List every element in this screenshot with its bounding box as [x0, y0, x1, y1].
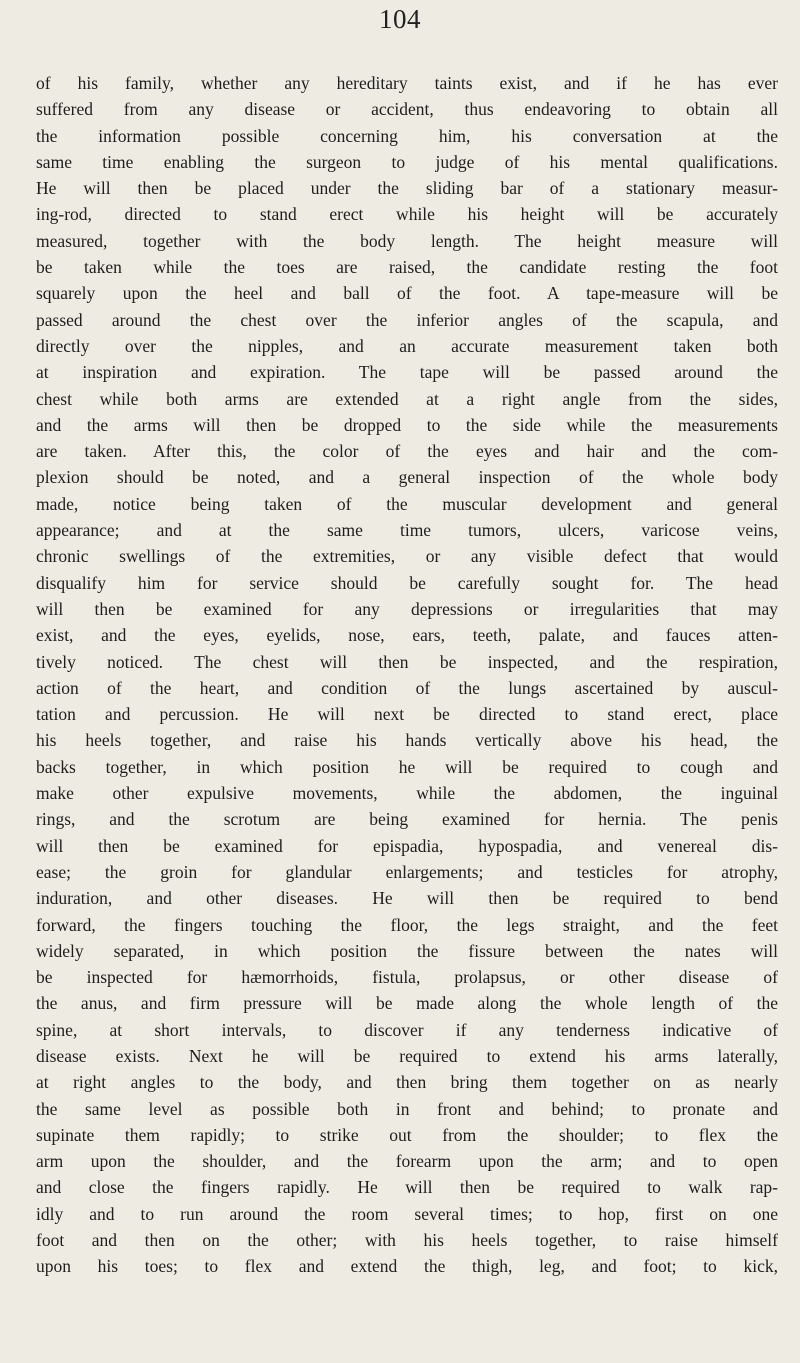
text-line: forward, the fingers touching the floor, the legs straight, and the feet [36, 914, 778, 935]
text-line: same time enabling the surgeon to judge of his mental qualifications. [36, 151, 778, 172]
text-line: plexion should be noted, and a general inspection of the whole body [36, 467, 778, 488]
text-line: ease; the groin for glandular enlargements; and testicles for atrophy, [36, 861, 778, 882]
text-line: disqualify him for service should be carefully sought for. The head [36, 572, 778, 593]
text-line: will then be examined for epispadia, hypospadia, and venereal dis- [36, 835, 778, 856]
text-line: measured, together with the body length. The height measure will [36, 230, 778, 251]
text-line: the same level as possible both in front and behind; to pronate and [36, 1098, 778, 1119]
text-line: squarely upon the heel and ball of the foot. A tape-measure will be [36, 283, 778, 304]
text-line: tively noticed. The chest will then be inspected, and the respiration, [36, 651, 778, 672]
text-line: disease exists. Next he will be required to extend his arms laterally, [36, 1045, 778, 1066]
text-line: suffered from any disease or accident, thus endeavoring to obtain all [36, 99, 778, 120]
text-line: He will then be placed under the sliding bar of a stationary measur- [36, 178, 778, 199]
text-line: the information possible concerning him, his conversation at the [36, 125, 778, 146]
text-line: at right angles to the body, and then bring them together on as nearly [36, 1072, 778, 1093]
text-line: chronic swellings of the extremities, or any visible defect that would [36, 546, 778, 567]
text-line: the anus, and firm pressure will be made along the whole length of the [36, 993, 778, 1014]
text-line: backs together, in which position he will be required to cough and [36, 756, 778, 777]
text-line: ing-rod, directed to stand erect while his height will be accurately [36, 204, 778, 225]
text-line: and the arms will then be dropped to the side while the measurements [36, 414, 778, 435]
text-line: induration, and other diseases. He will then be required to bend [36, 888, 778, 909]
text-line: arm upon the shoulder, and the forearm upon the arm; and to open [36, 1151, 778, 1172]
text-line: directly over the nipples, and an accurate measurement taken both [36, 335, 778, 356]
text-line: made, notice being taken of the muscular development and general [36, 493, 778, 514]
text-line: widely separated, in which position the fissure between the nates will [36, 940, 778, 961]
text-line: be taken while the toes are raised, the candidate resting the foot [36, 257, 778, 278]
text-line: spine, at short intervals, to discover if any tenderness indicative of [36, 1019, 778, 1040]
text-line: at inspiration and expiration. The tape will be passed around the [36, 362, 778, 383]
text-line: tation and percussion. He will next be directed to stand erect, place [36, 704, 778, 725]
text-line: supinate them rapidly; to strike out from the shoulder; to flex the [36, 1124, 778, 1145]
text-line: are taken. After this, the color of the eyes and hair and the com- [36, 441, 778, 462]
text-line: of his family, whether any hereditary taints exist, and if he has ever [36, 73, 778, 93]
body-text [36, 70, 778, 1280]
text-line: be inspected for hæmorrhoids, fistula, prolapsus, or other disease of [36, 967, 778, 988]
page-number: 104 [379, 4, 421, 34]
text-line: upon his toes; to flex and extend the thigh, leg, and foot; to kick, [36, 1256, 778, 1277]
text-line: his heels together, and raise his hands vertically above his head, the [36, 730, 778, 751]
text-line: appearance; and at the same time tumors, ulcers, varicose veins, [36, 520, 778, 541]
text-line: idly and to run around the room several times; to hop, first on one [36, 1203, 778, 1224]
text-line: foot and then on the other; with his heels together, to raise himself [36, 1230, 778, 1251]
text-line: passed around the chest over the inferior angles of the scapula, and [36, 309, 778, 330]
text-line: and close the fingers rapidly. He will then be required to walk rap- [36, 1177, 778, 1198]
text-line: make other expulsive movements, while the abdomen, the inguinal [36, 783, 778, 804]
text-line: action of the heart, and condition of the lungs ascertained by auscul- [36, 677, 778, 698]
text-line: rings, and the scrotum are being examined for hernia. The penis [36, 809, 778, 830]
text-line: will then be examined for any depressions or irregularities that may [36, 598, 778, 619]
text-line: exist, and the eyes, eyelids, nose, ears, teeth, palate, and fauces atten- [36, 625, 778, 646]
text-line: chest while both arms are extended at a right angle from the sides, [36, 388, 778, 409]
